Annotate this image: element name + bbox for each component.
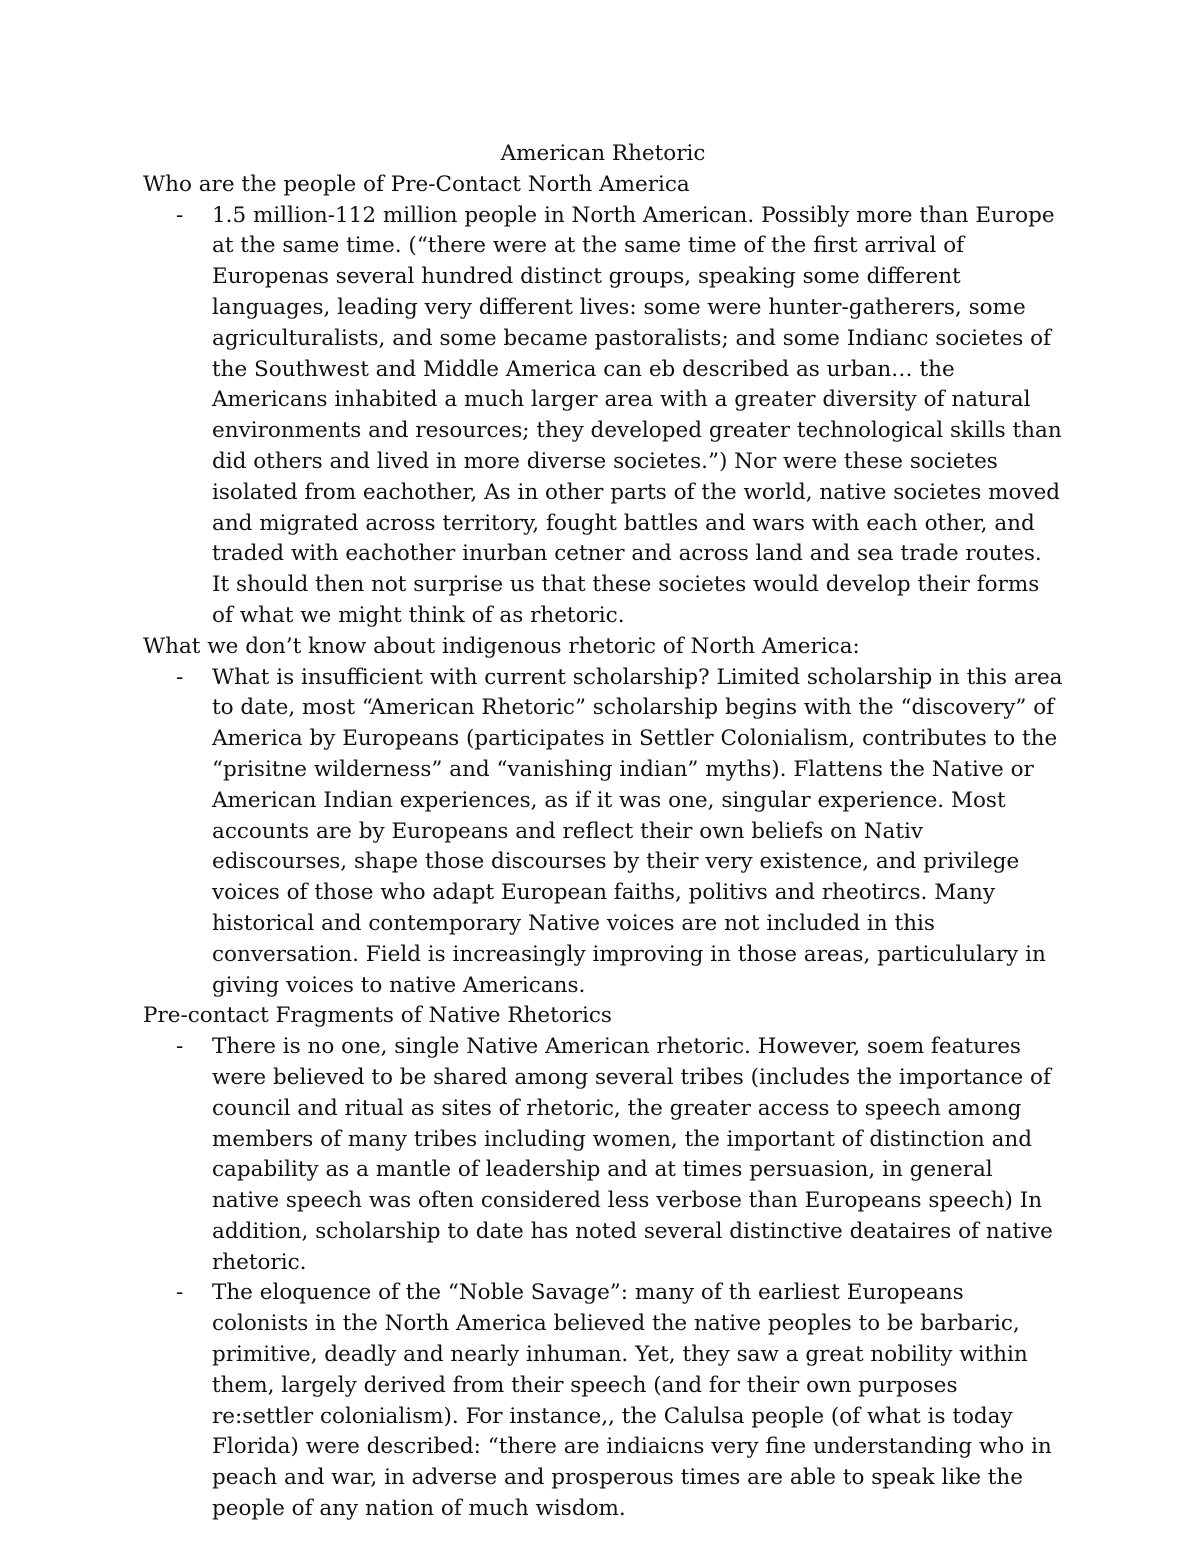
bullet-list-fragments: [143, 1032, 1063, 1525]
list-item: [143, 1032, 1063, 1278]
list-item: [143, 663, 1063, 1002]
list-item: [143, 201, 1063, 632]
bullet-list-unknowns: [143, 663, 1063, 1002]
list-item-text: 1.5 million-112 million people in North American. Possibly more than Europe at the same time. (“there were at the same time of the first arrival of Europenas several hundred distinct groups, speaking some different languages, leading very different lives: some were hunter-gatherers, some agriculturalists, and some became pastoralists; and some Indianc societes of the Southwest and Middle America can eb described as urban… the Americans inhabited a much larger area with a greater diversity of natural environments and resources; they developed greater technological skills than did others and lived in more diverse societes.”) Nor were these societes isolated from eachother, As in other parts of the world, native societes moved and migrated across territory, fought battles and wars with each other, and traded with eachother inurban cetner and across land and sea trade routes. It should then not surprise us that these societes would develop their forms of what we might think of as rhetoric.: [212, 202, 1062, 628]
section-heading-unknowns: What we don’t know about indigenous rhetoric of North America:: [143, 633, 860, 659]
list-item-text: What is insufficient with current scholarship? Limited scholarship in this area to date, most “American Rhetoric” scholarship begins with the “discovery” of America by Europeans (participates in Settler Colonialism, contributes to the “prisitne wilderness” and “vanishing indian” myths). Flattens the Native or American Indian experiences, as if it was one, singular experience. Most accounts are by Europeans and reflect their own beliefs on Nativ ediscourses, shape those discourses by their very existence, and privilege voices of those who adapt European faiths, politivs and rheotircs. Many historical and contemporary Native voices are not included in this conversation. Field is increasingly improving in those areas, particululary in giving voices to native Americans.: [212, 664, 1063, 998]
bullet-list-pre-contact-people: [143, 201, 1063, 632]
list-item: [143, 1278, 1063, 1524]
bullet-dash: -: [176, 664, 184, 690]
section-heading-pre-contact-people: Who are the people of Pre-Contact North America: [143, 171, 690, 197]
document-title: American Rhetoric: [500, 141, 706, 166]
bullet-dash: -: [176, 1034, 184, 1060]
list-item-text: There is no one, single Native American rhetoric. However, soem features were believed to be shared among several tribes (includes the importance of council and ritual as sites of rhetoric, the greater access to speech among members of many tribes including women, the important of distinction and capability as a mantle of leadership and at times persuasion, in general native speech was often considered less verbose than Europeans speech) In addition, scholarship to date has noted several distinctive deataires of native rhetoric.: [212, 1034, 1053, 1275]
bullet-dash: -: [176, 202, 184, 228]
list-item-text: The eloquence of the “Noble Savage”: many of th earliest Europeans colonists in the North America believed the native peoples to be barbaric, primitive, deadly and nearly inhuman. Yet, they saw a great nobility within them, largely derived from their speech (and for their own purposes re:settler colonialism). For instance,, the Calulsa people (of what is today Florida) were described: “there are indiaicns very fine understanding who in peach and war, in adverse and prosperous times are able to speak like the people of any nation of much wisdom.: [212, 1280, 1052, 1522]
bullet-dash: -: [176, 1280, 184, 1306]
section-heading-fragments: Pre-contact Fragments of Native Rhetorics: [143, 1003, 612, 1029]
document-body: [143, 139, 1063, 1525]
